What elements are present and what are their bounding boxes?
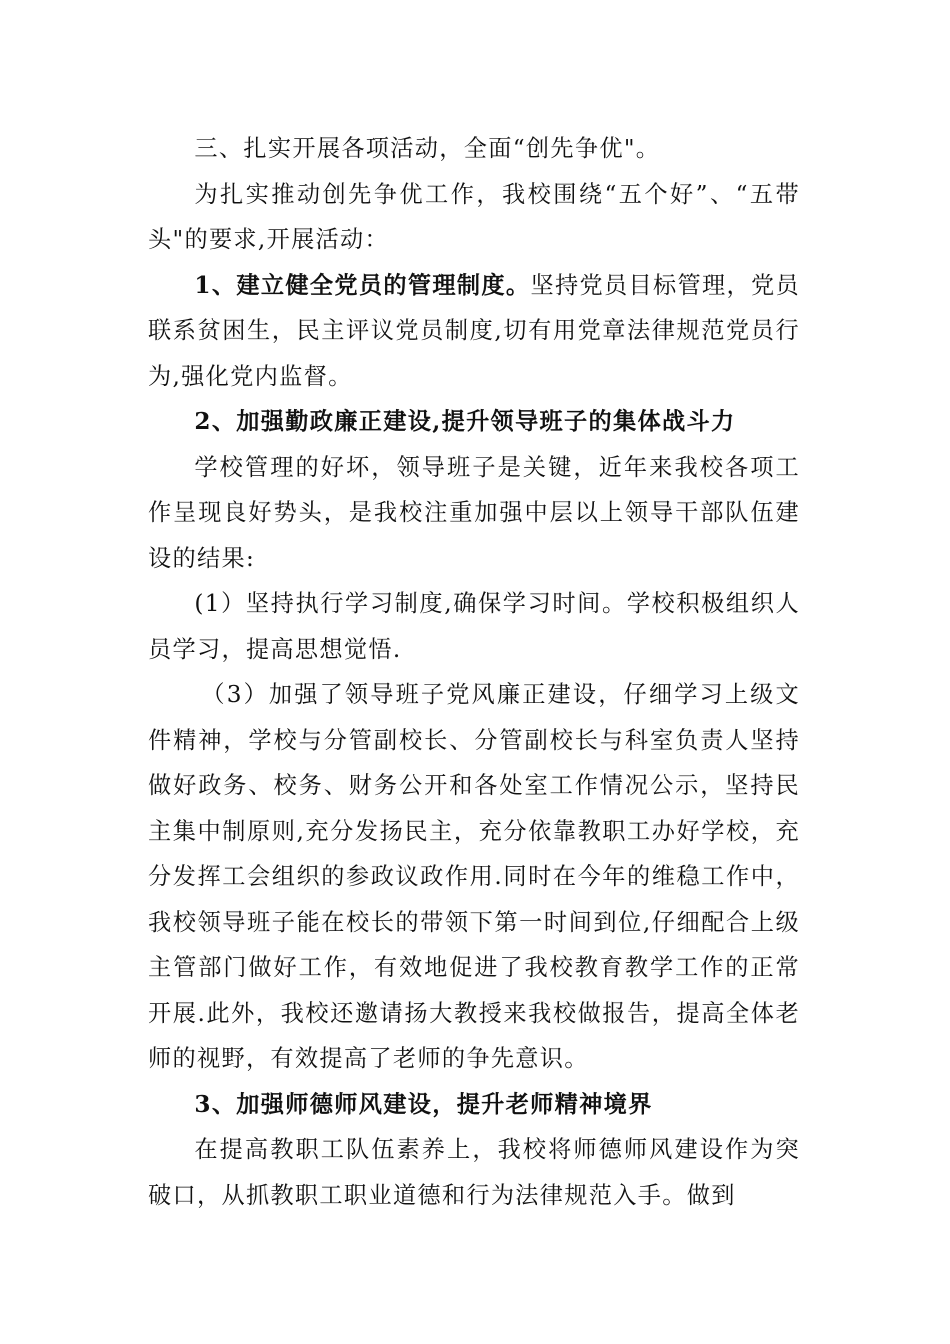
- item1-lead: 1、建立健全党员的管理制度。: [194, 271, 531, 299]
- subitem1-paragraph: (1）坚持执行学习制度,确保学习时间。学校积极组织人员学习，提高思想觉悟.: [148, 590, 800, 663]
- section-heading: 三、扎实开展各项活动，全面“创先争优"。: [194, 135, 661, 162]
- document-body: [148, 126, 800, 1218]
- item1-paragraph: [148, 263, 800, 400]
- subitem3-paragraph: （3）加强了领导班子党风廉正建设，仔细学习上级文件精神，学校与分管副校长、分管副校长与科室负责人坚持做好政务、校务、财务公开和各处室工作情况公示，坚持民主集中制原则,充分发扬民主，充分依靠教职工办好学校，充分发挥工会组织的参政议政作用.同时在今年的维稳工作中，我校领导班子能在校长的带领下第一时间到位,仔细配合上级主管部门做好工作，有效地促进了我校教育教学工作的正常开展.此外，我校还邀请扬大教授来我校做报告，提高全体老师的视野，有效提高了老师的争先意识。: [148, 681, 800, 1072]
- item3-heading: 3、加强师德师风建设，提升老师精神境界: [194, 1090, 653, 1118]
- item1-body: 坚持党员目标管理，党员联系贫困生，民主评议党员制度,切有用党章法律规范党员行为,强化党内监督。: [148, 271, 800, 390]
- item2-paragraph: 学校管理的好坏，领导班子是关键，近年来我校各项工作呈现良好势头，是我校注重加强中层以上领导干部队伍建设的结果:: [148, 453, 800, 572]
- item3-paragraph: 在提高教职工队伍素养上，我校将师德师风建设作为突破口，从抓教职工职业道德和行为法律规范入手。做到: [148, 1136, 800, 1209]
- item2-heading: 2、加强勤政廉正建设,提升领导班子的集体战斗力: [194, 408, 736, 435]
- intro-paragraph: 为扎实推动创先争优工作，我校围绕“五个好”、“五带头"的要求,开展活动：: [148, 180, 800, 253]
